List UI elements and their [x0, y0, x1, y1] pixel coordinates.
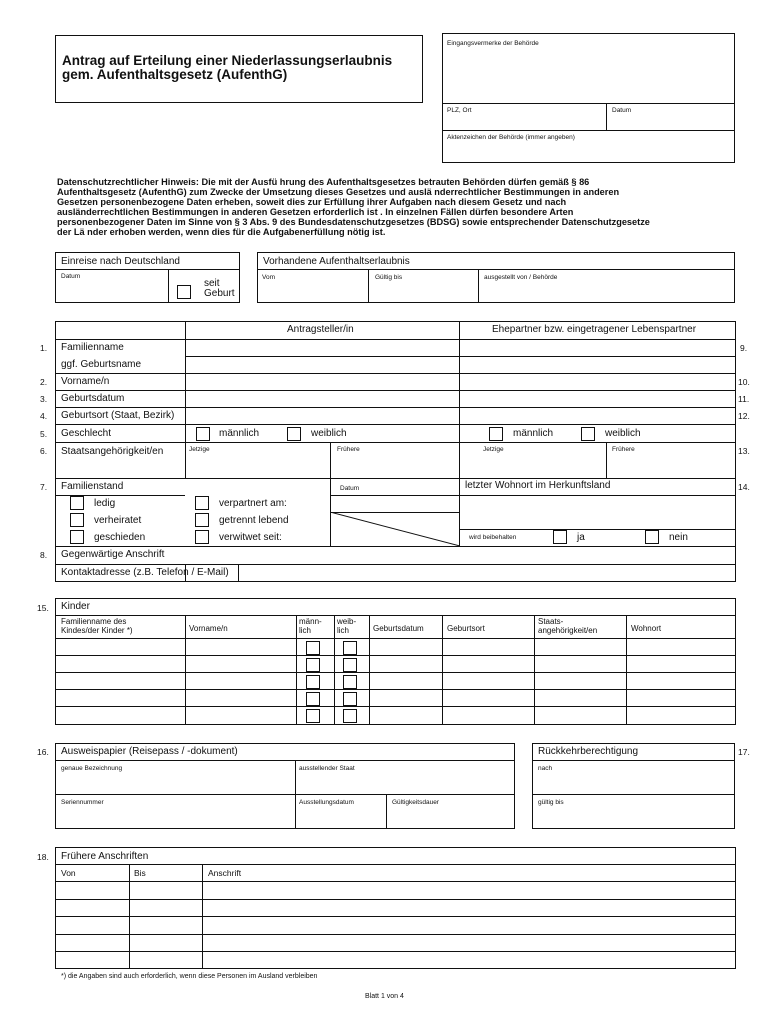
- row-number: 2.: [40, 377, 48, 387]
- kinder-col-maennlich: lich: [299, 626, 312, 635]
- kind-weiblich-checkbox[interactable]: [343, 692, 357, 706]
- authority-datum-label: Datum: [612, 107, 632, 114]
- ausweis-seriennummer-field[interactable]: [57, 808, 293, 827]
- geschlecht-label: Geschlecht: [61, 428, 112, 439]
- section-number: 18.: [37, 852, 49, 862]
- beibehalten-ja-label: ja: [577, 532, 585, 543]
- getrennt-checkbox[interactable]: [195, 513, 209, 527]
- aktenzeichen-field[interactable]: [444, 143, 733, 161]
- partner-fruehere-field[interactable]: [608, 455, 734, 476]
- verheiratet-label: verheiratet: [94, 515, 142, 526]
- kinder-col-weiblich: lich: [337, 626, 350, 635]
- kinder-col-geburtsort: Geburtsort: [447, 624, 485, 633]
- geburtsdatum-label: Geburtsdatum: [61, 393, 125, 404]
- applicant-maennlich-checkbox[interactable]: [196, 427, 210, 441]
- staatsangehoerigkeit-label: Staatsangehörigkeit/en: [61, 446, 164, 457]
- partner-weiblich-label: weiblich: [605, 428, 641, 439]
- privacy-line: Gesetzen personenbezogene Daten erheben, soweit dies zur Erfüllung ihrer Aufgaben nach diesem Gesetz und nach: [57, 197, 567, 207]
- kontakt-label: Kontaktadresse (z.B. Telefon / E-Mail): [61, 567, 229, 578]
- erlaubnis-ausgestellt-field[interactable]: [480, 283, 733, 301]
- partner-geburtsname-field[interactable]: [461, 357, 734, 372]
- seit-geburt-checkbox[interactable]: [177, 285, 191, 299]
- kinder-col-geburtsdatum: Geburtsdatum: [373, 624, 424, 633]
- geburt-label: Geburt: [204, 288, 235, 299]
- rueckkehr-nach-label: nach: [538, 765, 553, 772]
- geschieden-checkbox[interactable]: [70, 530, 84, 544]
- einreise-datum-label: Datum: [61, 273, 81, 280]
- verpartnert-checkbox[interactable]: [195, 496, 209, 510]
- kinder-col-staatsangehoerigkeit: angehörigkeit/en: [538, 626, 598, 635]
- applicant-vorname-field[interactable]: [186, 374, 458, 389]
- partner-geburtsort-field[interactable]: [461, 408, 734, 423]
- erlaubnis-title: Vorhandene Aufenthaltserlaubnis: [263, 256, 410, 267]
- kind-maennlich-checkbox[interactable]: [306, 658, 320, 672]
- kinder-col-maennlich: männ-: [299, 617, 322, 626]
- wohnort-label: letzter Wohnort im Herkunftsland: [465, 480, 611, 491]
- ausweis-datum-field[interactable]: [297, 808, 384, 827]
- verwitwet-checkbox[interactable]: [195, 530, 209, 544]
- row-number: 5.: [40, 429, 48, 439]
- familienstand-datum-label: Datum: [340, 485, 360, 492]
- kinder-title: Kinder: [61, 601, 90, 612]
- kind-weiblich-checkbox[interactable]: [343, 641, 357, 655]
- einreise-title: Einreise nach Deutschland: [61, 256, 180, 267]
- applicant-jetzige-label: Jetzige: [189, 446, 210, 453]
- section-number: 17.: [738, 747, 750, 757]
- privacy-line: ausländerrechtlichen Bestimmungen in anderen Gesetzen erforderlich ist . In einzelnen Fällen dürfen besondere Arten: [57, 207, 574, 217]
- erlaubnis-vom-label: Vom: [262, 274, 276, 281]
- partner-fruehere-label: Frühere: [612, 446, 635, 453]
- kinder-col-familienname: Familienname des: [61, 617, 127, 626]
- privacy-line: Datenschutzrechtlicher Hinweis: Die mit der Ausfü hrung des Aufenthaltsgesetzes betrauten Behörden dürfen gemäß § 86: [57, 177, 590, 187]
- kind-weiblich-checkbox[interactable]: [343, 675, 357, 689]
- verpartnert-label: verpartnert am:: [219, 498, 287, 509]
- erlaubnis-vom-field[interactable]: [259, 283, 366, 301]
- partner-maennlich-label: männlich: [513, 428, 554, 439]
- eingangsvermerke-field: [444, 50, 733, 101]
- fruehere-title: Frühere Anschriften: [61, 851, 149, 862]
- row-number: 14.: [738, 482, 750, 492]
- kinder-col-staatsangehoerigkeit: Staats-: [538, 617, 564, 626]
- familienstand-diagonal: [330, 512, 460, 546]
- rueckkehr-title: Rückkehrberechtigung: [538, 746, 639, 757]
- partner-jetzige-label: Jetzige: [483, 446, 504, 453]
- ausweis-dauer-label: Gültigkeitsdauer: [392, 799, 439, 806]
- row-number: 4.: [40, 411, 48, 421]
- applicant-maennlich-label: männlich: [219, 428, 260, 439]
- form-title-line2: gem. Aufenthaltsgesetz (AufenthG): [62, 67, 288, 82]
- privacy-line: der Lä nder erhoben werden, wenn dies für die Aufgabenerfüllung nötig ist.: [57, 227, 386, 237]
- ausweis-title: Ausweispapier (Reisepass / -dokument): [61, 746, 238, 757]
- column-header-applicant: Antragsteller/in: [287, 324, 354, 335]
- rueckkehr-bis-label: gültig bis: [538, 799, 564, 806]
- applicant-geburtsdatum-field[interactable]: [186, 391, 458, 406]
- ledig-checkbox[interactable]: [70, 496, 84, 510]
- row-number: 3.: [40, 394, 48, 404]
- row-number: 1.: [40, 343, 48, 353]
- wohnort-field[interactable]: [461, 496, 734, 528]
- form-title-line1: Antrag auf Erteilung einer Niederlassungserlaubnis: [62, 53, 393, 68]
- kind-maennlich-checkbox[interactable]: [306, 641, 320, 655]
- row-number: 7.: [40, 482, 48, 492]
- kinder-col-familienname: Kindes/der Kinder *): [61, 626, 133, 635]
- geburtsname-label: ggf. Geburtsname: [61, 359, 142, 370]
- applicant-fruehere-label: Frühere: [337, 446, 360, 453]
- section-number: 15.: [37, 603, 49, 613]
- einreise-datum-field[interactable]: [57, 282, 166, 301]
- fruehere-col-von: Von: [61, 868, 76, 878]
- ledig-label: ledig: [94, 498, 116, 509]
- applicant-jetzige-field[interactable]: [186, 455, 328, 476]
- erlaubnis-gueltig-field[interactable]: [370, 283, 476, 301]
- ausweis-bezeichnung-label: genaue Bezeichnung: [61, 765, 123, 772]
- row-number: 13.: [738, 446, 750, 456]
- partner-familienname-field[interactable]: [461, 340, 734, 355]
- row-number: 6.: [40, 446, 48, 456]
- vorname-label: Vorname/n: [61, 376, 110, 387]
- authority-datum-field[interactable]: [608, 115, 733, 129]
- rueckkehr-bis-field[interactable]: [534, 808, 733, 827]
- anschrift-label: Gegenwärtige Anschrift: [61, 549, 165, 560]
- geschieden-label: geschieden: [94, 532, 146, 543]
- ausweis-dauer-field[interactable]: [388, 808, 513, 827]
- kinder-col-wohnort: Wohnort: [631, 624, 662, 633]
- partner-maennlich-checkbox[interactable]: [489, 427, 503, 441]
- privacy-line: Aufenthaltsgesetz (AufenthG) zum Zwecke der Umsetzung dieses Gesetzes und auslä nderrechtlicher Bestimmungen in anderen: [57, 187, 620, 197]
- row-number: 8.: [40, 550, 48, 560]
- row-number: 12.: [738, 411, 750, 421]
- ausweis-bezeichnung-field[interactable]: [57, 774, 293, 793]
- partner-vorname-field[interactable]: [461, 374, 734, 389]
- plz-ort-label: PLZ, Ort: [447, 107, 472, 114]
- beibehalten-nein-checkbox[interactable]: [645, 530, 659, 544]
- page-number: Blatt 1 von 4: [365, 993, 404, 1000]
- fruehere-col-bis: Bis: [134, 868, 146, 878]
- section-number: 16.: [37, 747, 49, 757]
- kontakt-field[interactable]: [240, 565, 734, 580]
- getrennt-label: getrennt lebend: [219, 515, 289, 526]
- rueckkehr-nach-field[interactable]: [534, 774, 733, 793]
- familienname-label: Familienname: [61, 342, 124, 353]
- row-number: 10.: [738, 377, 750, 387]
- beibehalten-ja-checkbox[interactable]: [553, 530, 567, 544]
- kind-maennlich-checkbox[interactable]: [306, 709, 320, 723]
- column-header-partner: Ehepartner bzw. eingetragener Lebenspartner: [492, 324, 697, 335]
- kinder-col-weiblich: weib-: [337, 617, 357, 626]
- plz-ort-field[interactable]: [444, 115, 604, 129]
- fruehere-col-anschrift: Anschrift: [208, 868, 242, 878]
- ausweis-seriennummer-label: Seriennummer: [61, 799, 104, 806]
- applicant-familienname-field[interactable]: [186, 340, 458, 355]
- ausweis-staat-field[interactable]: [297, 774, 513, 793]
- kind-maennlich-checkbox[interactable]: [306, 675, 320, 689]
- partner-weiblich-checkbox[interactable]: [581, 427, 595, 441]
- privacy-line: personenbezogener Daten im Sinne von § 3 Abs. 9 des Bundesdatenschutzgesetzes (BDSG) sowie entsprechender Datenschutzgesetze: [57, 217, 650, 227]
- anschrift-field[interactable]: [186, 547, 734, 563]
- row-number: 9.: [740, 343, 748, 353]
- verwitwet-label: verwitwet seit:: [219, 532, 282, 543]
- aktenzeichen-label: Aktenzeichen der Behörde (immer angeben): [447, 134, 575, 141]
- kind-weiblich-checkbox[interactable]: [343, 709, 357, 723]
- footnote: *) die Angaben sind auch erforderlich, wenn diese Personen im Ausland verbleiben: [61, 973, 318, 980]
- geburtsort-label: Geburtsort (Staat, Bezirk): [61, 410, 175, 421]
- applicant-weiblich-checkbox[interactable]: [287, 427, 301, 441]
- partner-geburtsdatum-field[interactable]: [461, 391, 734, 406]
- row-number: 11.: [738, 394, 750, 404]
- eingangsvermerke-label: Eingangsvermerke der Behörde: [447, 40, 539, 47]
- beibehalten-label: wird beibehalten: [469, 534, 517, 541]
- applicant-geburtsname-field[interactable]: [186, 357, 458, 372]
- ausweis-staat-label: ausstellender Staat: [299, 765, 355, 772]
- partner-jetzige-field[interactable]: [461, 455, 604, 476]
- kinder-col-vorname: Vorname/n: [189, 624, 228, 633]
- seit-label: seit: [204, 278, 220, 289]
- applicant-weiblich-label: weiblich: [311, 428, 347, 439]
- beibehalten-nein-label: nein: [669, 532, 688, 543]
- verheiratet-checkbox[interactable]: [70, 513, 84, 527]
- applicant-fruehere-field[interactable]: [332, 455, 458, 476]
- ausweis-datum-label: Ausstellungsdatum: [299, 799, 354, 806]
- verpartnert-datum-field[interactable]: [332, 496, 458, 511]
- applicant-geburtsort-field[interactable]: [186, 408, 458, 423]
- erlaubnis-gueltig-label: Gültig bis: [375, 274, 403, 281]
- familienstand-label: Familienstand: [61, 481, 124, 492]
- kind-maennlich-checkbox[interactable]: [306, 692, 320, 706]
- erlaubnis-ausgestellt-label: ausgestellt von / Behörde: [484, 274, 558, 281]
- kind-weiblich-checkbox[interactable]: [343, 658, 357, 672]
